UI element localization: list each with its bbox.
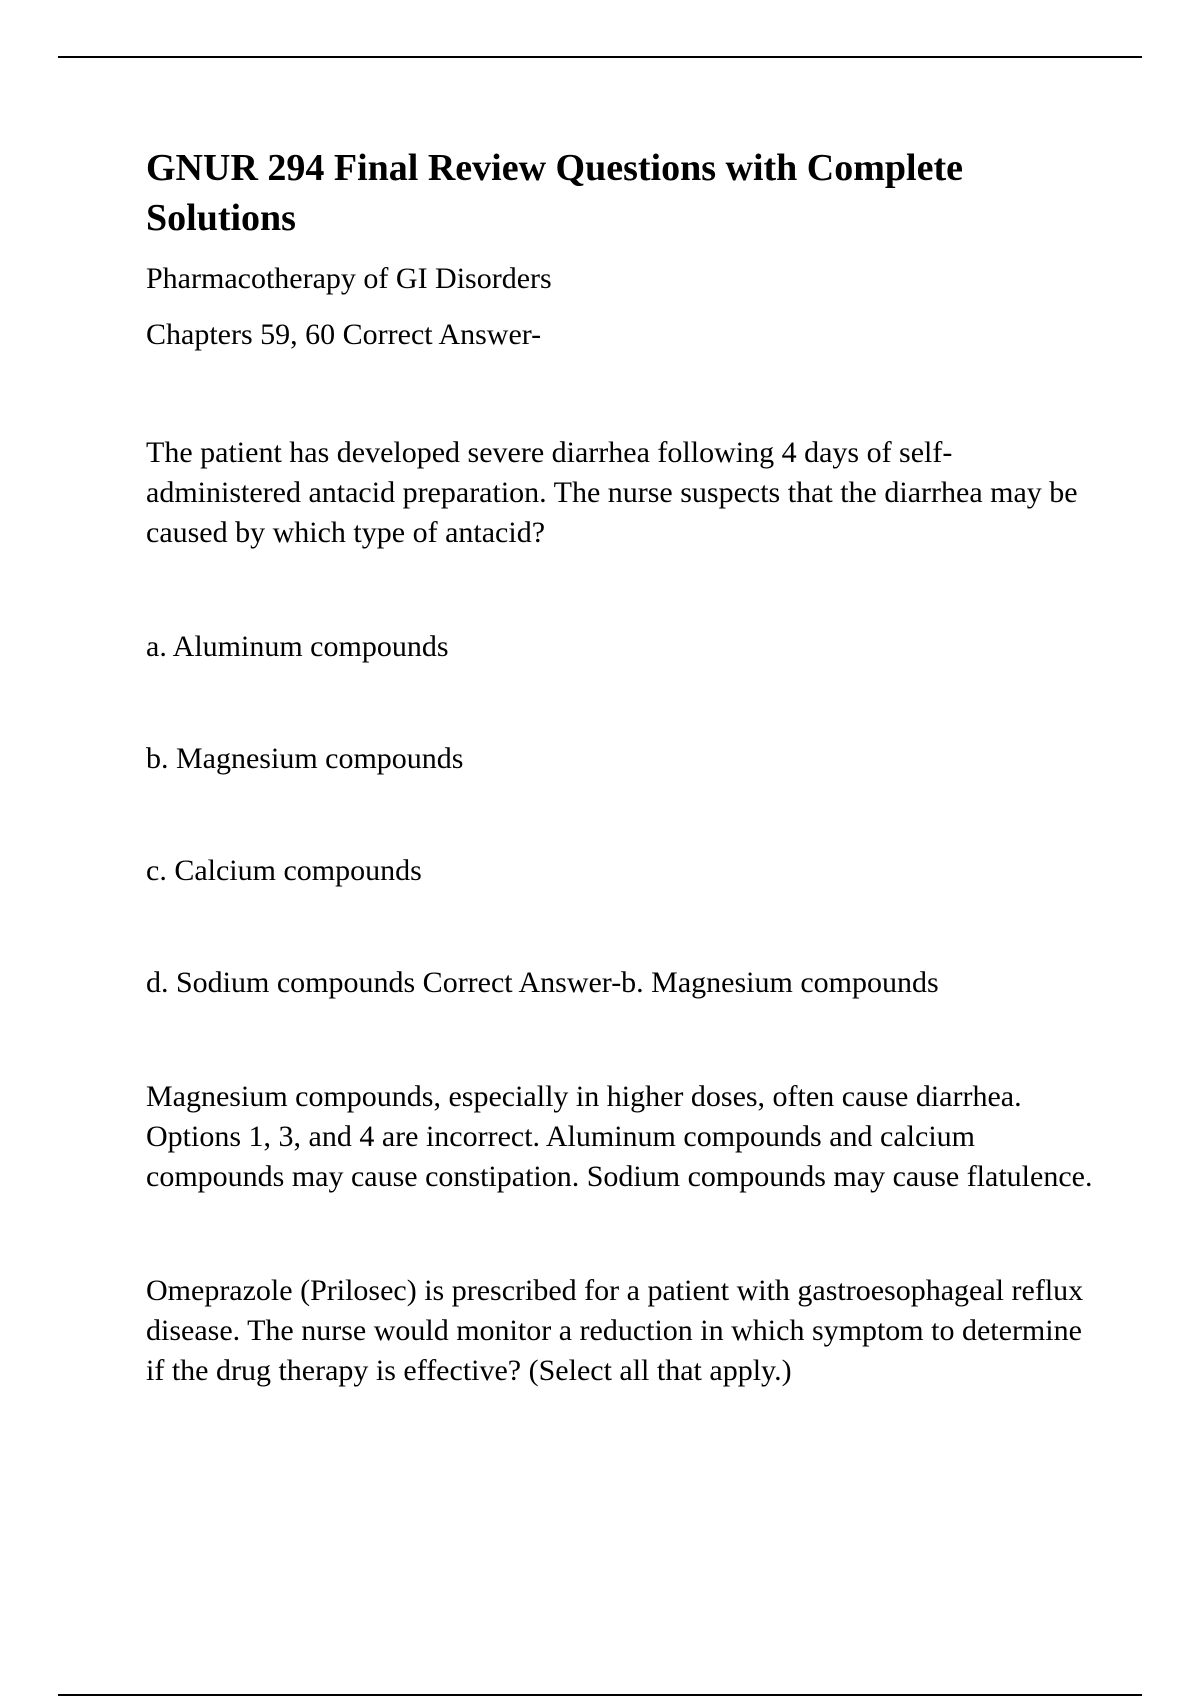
- question-1-option-b: b. Magnesium compounds: [146, 742, 464, 775]
- document-title: GNUR 294 Final Review Questions with Complete Solutions: [146, 147, 963, 239]
- question-1-option-a: a. Aluminum compounds: [146, 630, 449, 663]
- question-1-stem: The patient has developed severe diarrhea following 4 days of self-administered antacid preparation. The nurse suspects that the diarrhea may be caused by which type of antacid?: [146, 436, 1078, 549]
- document-subtitle: Pharmacotherapy of GI Disorders: [146, 262, 552, 295]
- document-body: [146, 143, 1106, 1391]
- question-1-option-c: c. Calcium compounds: [146, 854, 422, 887]
- question-1-option-d: d. Sodium compounds Correct Answer-b. Magnesium compounds: [146, 966, 939, 999]
- question-2-stem: Omeprazole (Prilosec) is prescribed for a patient with gastroesophageal reflux disease. The nurse would monitor a reduction in which symptom to determine if the drug therapy is effective? (Select all that apply.): [146, 1274, 1084, 1387]
- bottom-divider: [58, 1694, 1142, 1696]
- top-divider: [58, 56, 1142, 58]
- chapters-line: Chapters 59, 60 Correct Answer-: [146, 318, 542, 351]
- question-1-rationale: Magnesium compounds, especially in higher doses, often cause diarrhea. Options 1, 3, and 4 are incorrect. Aluminum compounds and calcium compounds may cause constipation. Sodium compounds may cause flatulence.: [146, 1080, 1093, 1193]
